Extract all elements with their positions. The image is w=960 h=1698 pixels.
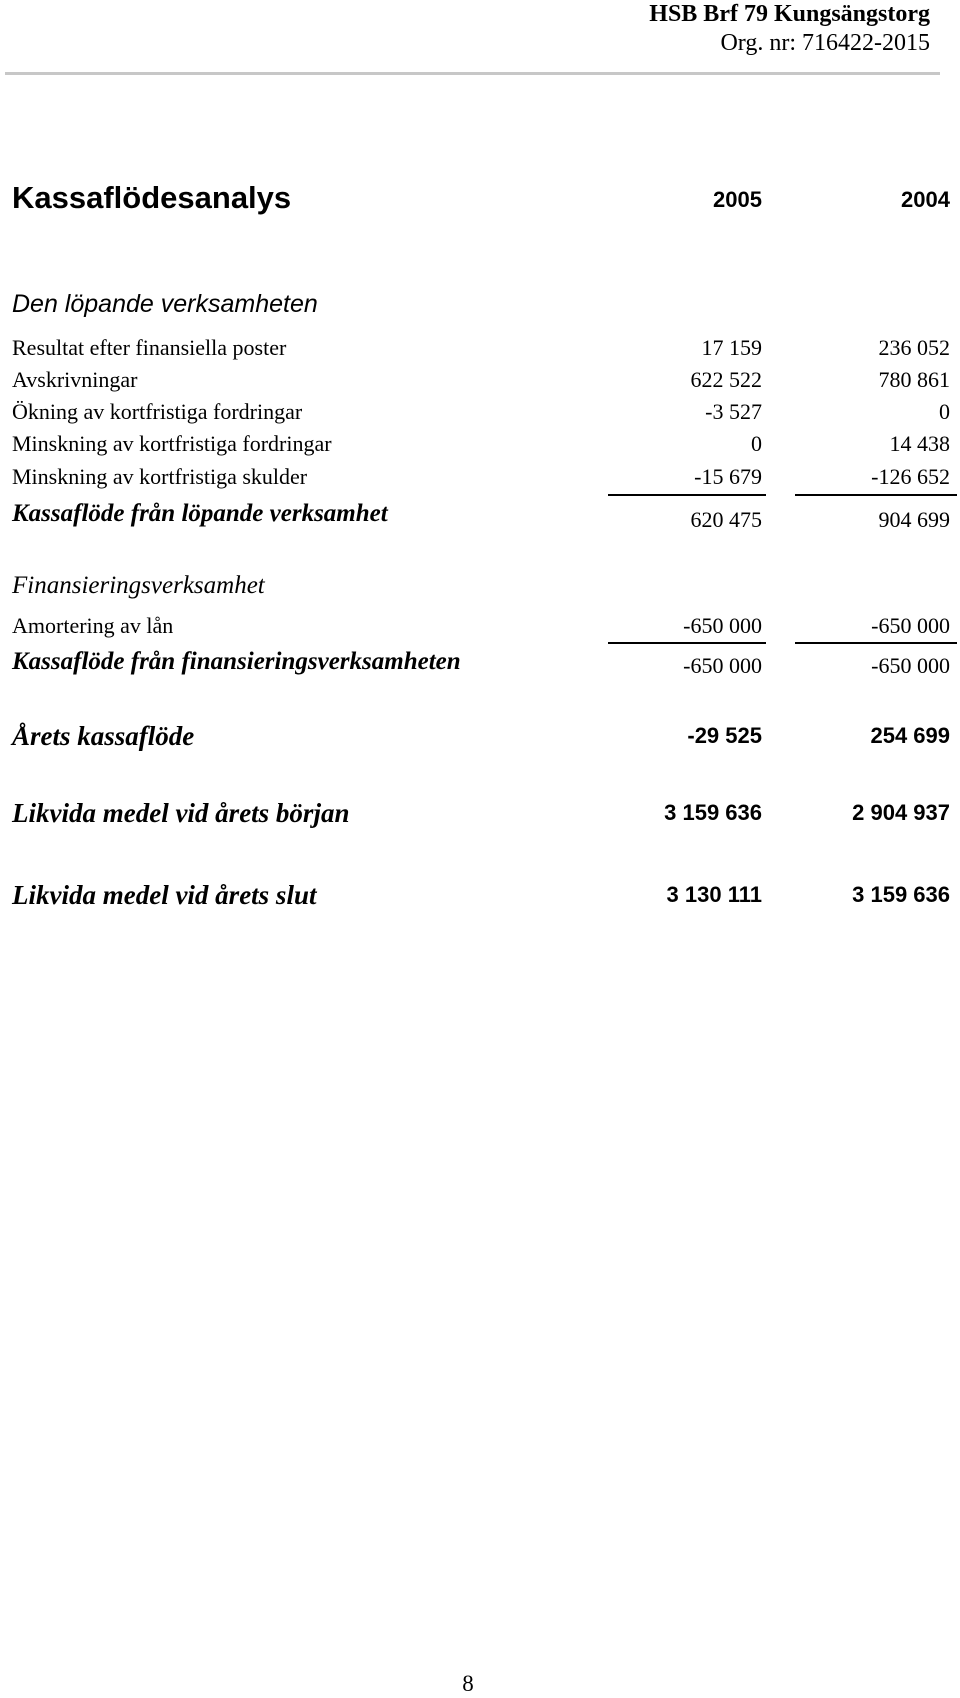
row-value-2004: 3 159 636 <box>852 882 950 907</box>
header-divider <box>5 72 940 75</box>
row-label: Kassaflöde från löpande verksamhet <box>12 500 388 527</box>
row-label: Minskning av kortfristiga fordringar <box>12 431 332 456</box>
table-row <box>12 461 952 493</box>
section-heading-financing: Finansieringsverksamhet <box>12 572 265 599</box>
column-header-2004: 2004 <box>901 187 950 212</box>
subtotal-row-operating <box>12 498 952 530</box>
row-value-2005: 620 475 <box>690 507 762 532</box>
row-label: Årets kassaflöde <box>12 721 195 751</box>
row-value-2005: -3 527 <box>705 399 762 424</box>
row-value-2005: 3 130 111 <box>666 882 762 907</box>
page-number: 8 <box>462 1671 474 1696</box>
row-label: Ökning av kortfristiga fordringar <box>12 399 303 424</box>
row-value-2005: -15 679 <box>694 464 762 489</box>
subtotal-rule-2005 <box>608 494 766 496</box>
subtotal-rule-2005 <box>608 642 766 644</box>
row-value-2004: 2 904 937 <box>852 800 950 825</box>
statement-title-row <box>12 178 950 218</box>
row-label: Likvida medel vid årets början <box>12 798 350 828</box>
organization-name: HSB Brf 79 Kungsängstorg <box>649 1 930 27</box>
row-value-2004: -650 000 <box>871 613 950 638</box>
statement-title: Kassaflödesanalys <box>12 180 292 215</box>
column-header-2005: 2005 <box>713 187 762 212</box>
row-label: Amortering av lån <box>12 613 174 638</box>
row-value-2004: 904 699 <box>878 507 950 532</box>
row-value-2005: -650 000 <box>683 613 762 638</box>
organization-number: Org. nr: 716422-2015 <box>720 30 930 56</box>
total-row-cash-flow <box>12 716 952 756</box>
row-label: Minskning av kortfristiga skulder <box>12 464 308 489</box>
page-header <box>649 0 930 58</box>
row-value-2004: -650 000 <box>871 653 950 678</box>
row-label: Avskrivningar <box>12 367 138 392</box>
row-label: Resultat efter finansiella poster <box>12 335 287 360</box>
table-row <box>12 332 952 364</box>
subtotal-row-financing <box>12 646 952 678</box>
row-value-2004: 14 438 <box>889 431 950 456</box>
subtotal-rule-2004 <box>795 642 957 644</box>
table-row <box>12 428 952 460</box>
row-value-2004: 254 699 <box>870 723 950 748</box>
row-value-2004: 0 <box>939 399 950 424</box>
row-label: Likvida medel vid årets slut <box>12 880 317 910</box>
row-value-2005: 17 159 <box>701 335 762 360</box>
row-value-2004: 236 052 <box>878 335 950 360</box>
section-heading-operating: Den löpande verksamheten <box>12 290 318 318</box>
table-row <box>12 610 952 642</box>
subtotal-rule-2004 <box>795 494 957 496</box>
row-value-2005: -29 525 <box>687 723 762 748</box>
row-value-2004: 780 861 <box>878 367 950 392</box>
table-row <box>12 396 952 428</box>
total-row-opening-cash <box>12 793 952 833</box>
row-value-2005: 0 <box>751 431 762 456</box>
row-value-2005: -650 000 <box>683 653 762 678</box>
row-value-2005: 622 522 <box>690 367 762 392</box>
row-value-2004: -126 652 <box>871 464 950 489</box>
total-row-closing-cash <box>12 875 952 915</box>
row-label: Kassaflöde från finansieringsverksamheten <box>12 648 461 675</box>
table-row <box>12 364 952 396</box>
row-value-2005: 3 159 636 <box>664 800 762 825</box>
